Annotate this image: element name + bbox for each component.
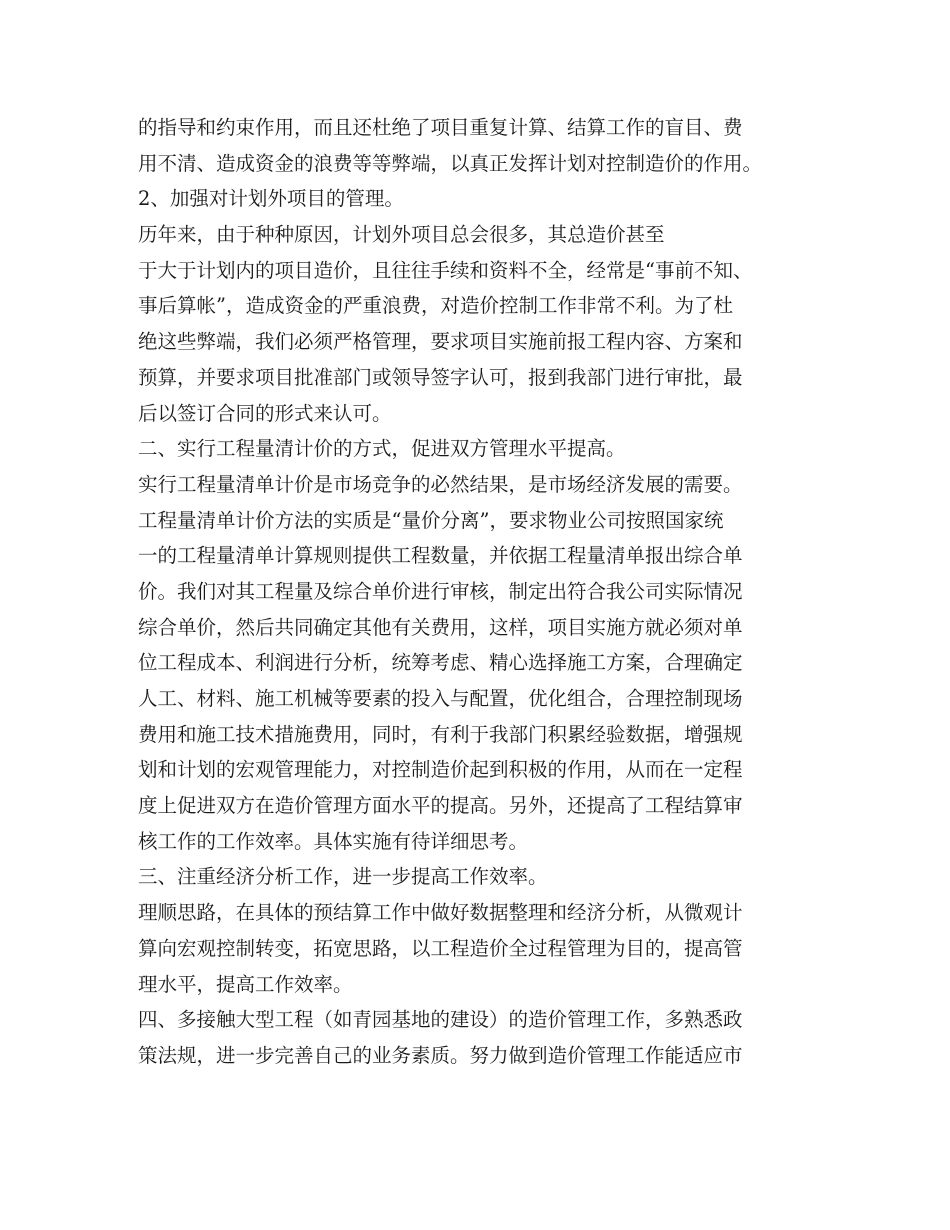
text-line: 费用和施工技术措施费用，同时，有利于我部门积累经验数据，增强规 — [138, 722, 743, 746]
document-body-text — [138, 110, 838, 1074]
text-line: 一的工程量清单计算规则提供工程数量，并依据工程量清单报出综合单 — [138, 544, 743, 568]
text-line: 划和计划的宏观管理能力，对控制造价起到积极的作用，从而在一定程 — [138, 758, 743, 782]
text-line: 价。我们对其工程量及综合单价进行审核，制定出符合我公司实际情况 — [138, 579, 743, 603]
text-line: 预算，并要求项目批准部门或领导签字认可，报到我部门进行审批，最 — [138, 365, 743, 389]
text-line: 核工作的工作效率。具体实施有待详细思考。 — [138, 829, 529, 853]
text-line: 绝这些弊端，我们必须严格管理，要求项目实施前报工程内容、方案和 — [138, 330, 743, 354]
text-line: 理顺思路，在具体的预结算工作中做好数据整理和经济分析，从微观计 — [138, 901, 743, 925]
text-line: 后以签订合同的形式来认可。 — [138, 401, 392, 425]
section-heading: 三、注重经济分析工作，进一步提高工作效率。 — [138, 865, 548, 889]
text-line: 人工、材料、施工机械等要素的投入与配置，优化组合，合理控制现场 — [138, 687, 743, 710]
text-line: 的指导和约束作用，而且还杜绝了项目重复计算、结算工作的盲目、费 — [138, 116, 743, 139]
text-line: 2、加强对计划外项目的管理。 — [138, 187, 404, 211]
text-line: 历年来，由于种种原因，计划外项目总会很多，其总造价甚至 — [138, 223, 665, 247]
text-line: 事后算帐”，造成资金的严重浪费，对造价控制工作非常不利。为了杜 — [138, 294, 733, 318]
text-line: 度上促进双方在造价管理方面水平的提高。另外，还提高了工程结算审 — [138, 794, 743, 818]
section-heading: 二、实行工程量清计价的方式，促进双方管理水平提高。 — [138, 437, 626, 461]
text-line: 工程量清单计价方法的实质是“量价分离”，要求物业公司按照国家统 — [138, 508, 724, 532]
text-line: 策法规，进一步完善自己的业务素质。努力做到造价管理工作能适应市 — [138, 1043, 743, 1067]
text-line: 于大于计划内的项目造价，且往往手续和资料不全，经常是“事前不知、 — [138, 258, 753, 282]
text-line: 用不清、造成资金的浪费等等弊端，以真正发挥计划对控制造价的作用。 — [138, 151, 763, 175]
section-heading: 四、多接触大型工程（如青园基地的建设）的造价管理工作，多熟悉政 — [138, 1008, 743, 1032]
text-line: 综合单价，然后共同确定其他有关费用，这样，项目实施方就必须对单 — [138, 615, 743, 639]
text-line: 算向宏观控制转变，拓宽思路，以工程造价全过程管理为目的，提高管 — [138, 936, 743, 960]
text-line: 位工程成本、利润进行分析，统筹考虑、精心选择施工方案，合理确定 — [138, 651, 743, 675]
text-line: 实行工程量清单计价是市场竞争的必然结果，是市场经济发展的需要。 — [138, 472, 743, 496]
text-line: 理水平，提高工作效率。 — [138, 972, 353, 996]
